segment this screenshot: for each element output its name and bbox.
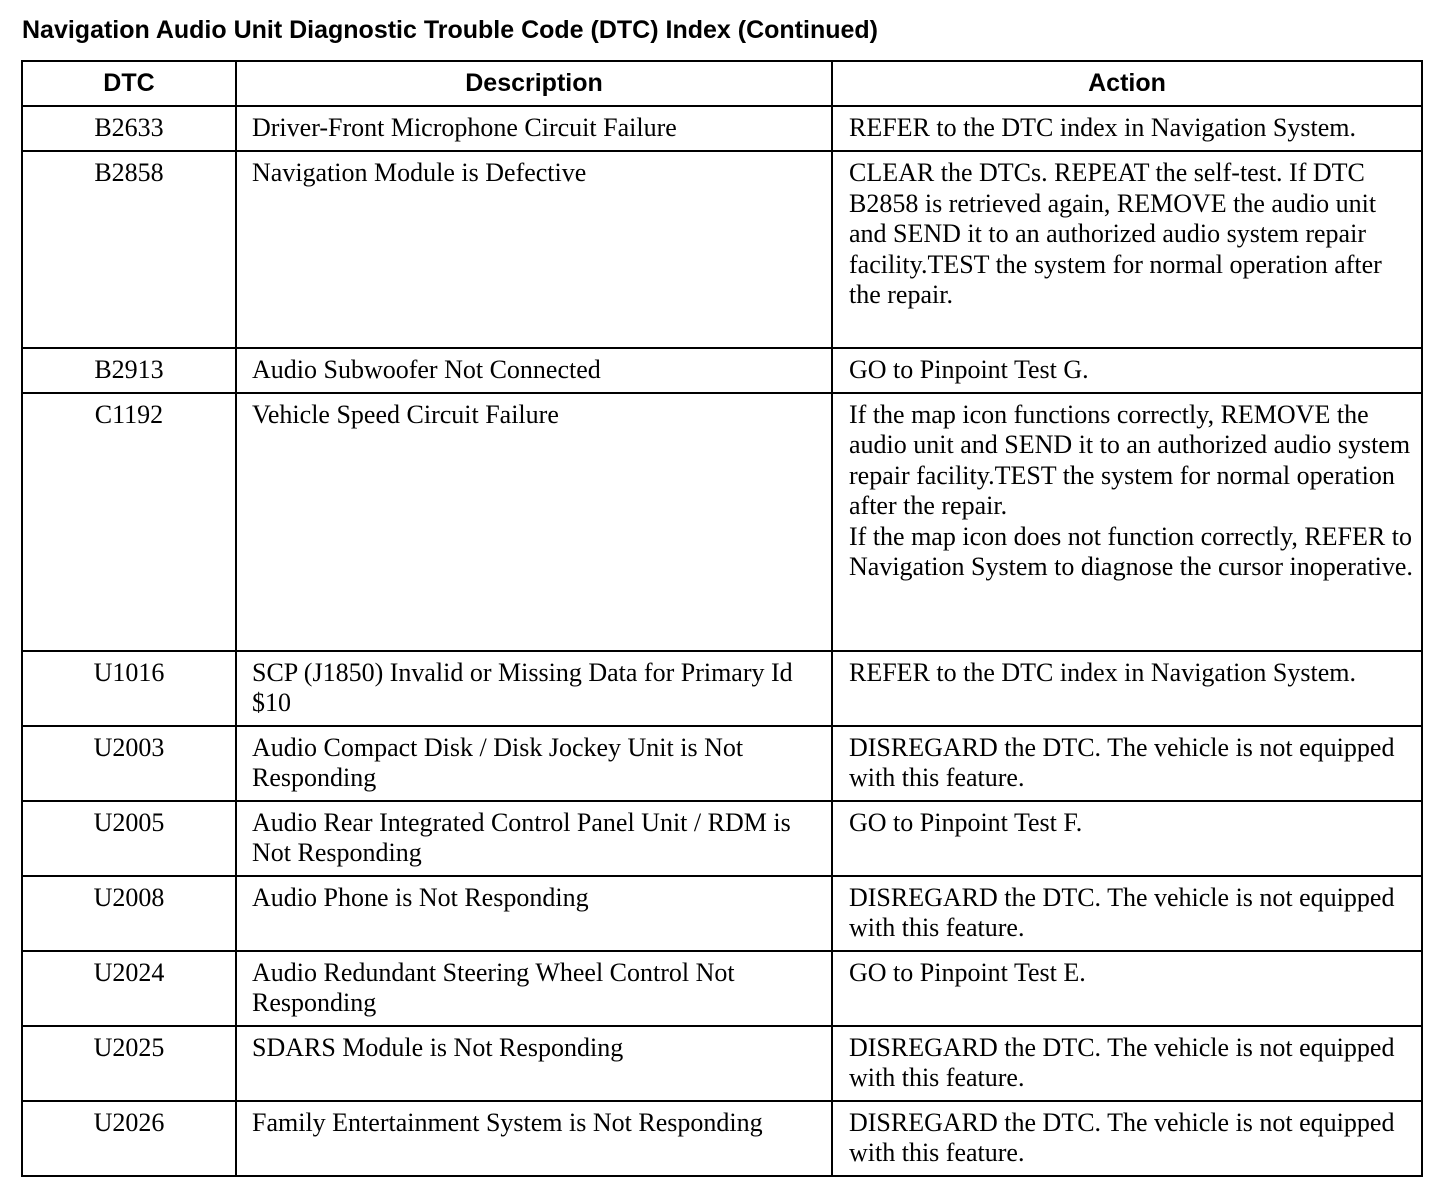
dtc-description: Audio Compact Disk / Disk Jockey Unit is Not Responding bbox=[236, 726, 832, 801]
dtc-description: Audio Redundant Steering Wheel Control Not Responding bbox=[236, 951, 832, 1026]
dtc-code: B2913 bbox=[22, 348, 236, 393]
dtc-action: REFER to the DTC index in Navigation System. bbox=[832, 106, 1422, 151]
dtc-code: U2005 bbox=[22, 801, 236, 876]
dtc-code: U2025 bbox=[22, 1026, 236, 1101]
dtc-action: DISREGARD the DTC. The vehicle is not equipped with this feature. bbox=[832, 1026, 1422, 1101]
table-header-row bbox=[22, 61, 1422, 106]
table-row bbox=[22, 393, 1422, 651]
table-row bbox=[22, 726, 1422, 801]
table-row bbox=[22, 1026, 1422, 1101]
dtc-action: DISREGARD the DTC. The vehicle is not equipped with this feature. bbox=[832, 1101, 1422, 1176]
table-row bbox=[22, 348, 1422, 393]
dtc-description: SDARS Module is Not Responding bbox=[236, 1026, 832, 1101]
table-row bbox=[22, 651, 1422, 726]
dtc-description: Vehicle Speed Circuit Failure bbox=[236, 393, 832, 651]
table-row bbox=[22, 876, 1422, 951]
header-description: Description bbox=[236, 61, 832, 106]
page-title: Navigation Audio Unit Diagnostic Trouble Code (DTC) Index (Continued) bbox=[22, 16, 878, 44]
dtc-action: GO to Pinpoint Test F. bbox=[832, 801, 1422, 876]
table-row bbox=[22, 801, 1422, 876]
dtc-action: GO to Pinpoint Test E. bbox=[832, 951, 1422, 1026]
dtc-action: CLEAR the DTCs. REPEAT the self-test. If DTC B2858 is retrieved again, REMOVE the audio unit and SEND it to an authorized audio system repair facility.TEST the system for normal operation after the repair. bbox=[832, 151, 1422, 348]
dtc-code: U2024 bbox=[22, 951, 236, 1026]
dtc-description: Audio Rear Integrated Control Panel Unit / RDM is Not Responding bbox=[236, 801, 832, 876]
dtc-code: U2026 bbox=[22, 1101, 236, 1176]
dtc-description: SCP (J1850) Invalid or Missing Data for Primary Id $10 bbox=[236, 651, 832, 726]
dtc-index-table bbox=[21, 60, 1423, 1177]
dtc-action: GO to Pinpoint Test G. bbox=[832, 348, 1422, 393]
dtc-action: If the map icon functions correctly, REMOVE the audio unit and SEND it to an authorized audio system repair facility.TEST the system for normal operation after the repair. If the map icon does not function correctly, REFER to Navigation System to diagnose the cursor inoperative. bbox=[832, 393, 1422, 651]
dtc-description: Audio Subwoofer Not Connected bbox=[236, 348, 832, 393]
dtc-action: DISREGARD the DTC. The vehicle is not equipped with this feature. bbox=[832, 726, 1422, 801]
dtc-code: U2003 bbox=[22, 726, 236, 801]
dtc-action: REFER to the DTC index in Navigation System. bbox=[832, 651, 1422, 726]
dtc-action: DISREGARD the DTC. The vehicle is not equipped with this feature. bbox=[832, 876, 1422, 951]
dtc-code: U2008 bbox=[22, 876, 236, 951]
dtc-description: Navigation Module is Defective bbox=[236, 151, 832, 348]
header-dtc: DTC bbox=[22, 61, 236, 106]
table-row bbox=[22, 151, 1422, 348]
table-row bbox=[22, 106, 1422, 151]
dtc-code: C1192 bbox=[22, 393, 236, 651]
dtc-description: Driver-Front Microphone Circuit Failure bbox=[236, 106, 832, 151]
dtc-code: U1016 bbox=[22, 651, 236, 726]
dtc-code: B2633 bbox=[22, 106, 236, 151]
header-action: Action bbox=[832, 61, 1422, 106]
dtc-code: B2858 bbox=[22, 151, 236, 348]
table-row bbox=[22, 951, 1422, 1026]
dtc-description: Family Entertainment System is Not Responding bbox=[236, 1101, 832, 1176]
table-row bbox=[22, 1101, 1422, 1176]
dtc-description: Audio Phone is Not Responding bbox=[236, 876, 832, 951]
